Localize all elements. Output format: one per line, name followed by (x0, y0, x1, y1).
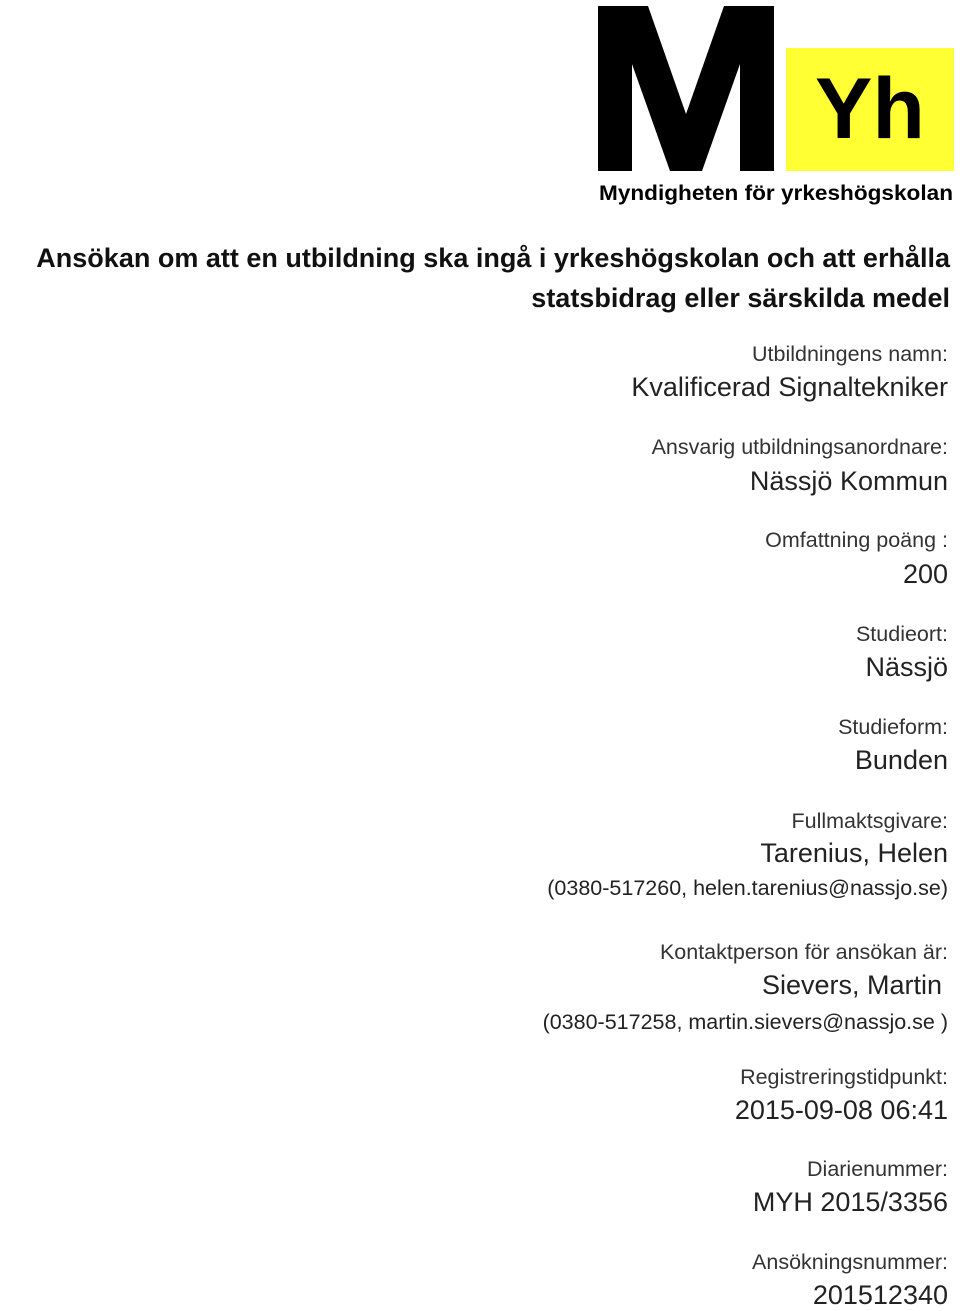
logo-badge-text: Yh (815, 61, 925, 157)
case-number-label: Diarienummer: (807, 1157, 948, 1181)
myh-logo-graphic (598, 6, 954, 206)
proxy-contact: (0380-517260, helen.tarenius@nassjo.se) (547, 876, 948, 900)
registration-time-label: Registreringstidpunkt: (740, 1065, 948, 1089)
logo-letter-m (598, 6, 774, 171)
registration-time-value: 2015-09-08 06:41 (734, 1095, 948, 1125)
case-number-value: MYH 2015/3356 (752, 1187, 948, 1217)
title-line-2: statsbidrag eller särskilda medel (531, 283, 950, 313)
location-label: Studieort: (855, 622, 948, 646)
application-number-label: Ansökningsnummer: (752, 1250, 948, 1274)
points-label: Omfattning poäng : (765, 528, 948, 552)
contact-person-contact: (0380-517258, martin.sievers@nassjo.se ) (542, 1010, 948, 1034)
title-line-1: Ansökan om att en utbildning ska ingå i yrkeshögskolan och att erhålla (36, 243, 950, 273)
proxy-label: Fullmaktsgivare: (791, 809, 948, 833)
provider-value: Nässjö Kommun (749, 466, 948, 496)
program-name-label: Utbildningens namn: (751, 342, 948, 366)
application-number-value: 201512340 (812, 1280, 948, 1310)
logo-caption: Myndigheten för yrkeshögskolan (599, 182, 953, 205)
location-value: Nässjö (865, 652, 948, 682)
study-form-label: Studieform: (838, 715, 948, 739)
program-name-value: Kvalificerad Signaltekniker (631, 372, 948, 402)
contact-person-value: Sievers, Martin (761, 970, 942, 1000)
contact-person-label: Kontaktperson för ansökan är: (659, 940, 948, 964)
agency-logo (598, 6, 954, 206)
points-value: 200 (902, 559, 948, 589)
provider-label: Ansvarig utbildningsanordnare: (651, 435, 948, 459)
document-title (0, 238, 950, 318)
study-form-value: Bunden (854, 745, 948, 775)
proxy-value: Tarenius, Helen (760, 838, 948, 868)
